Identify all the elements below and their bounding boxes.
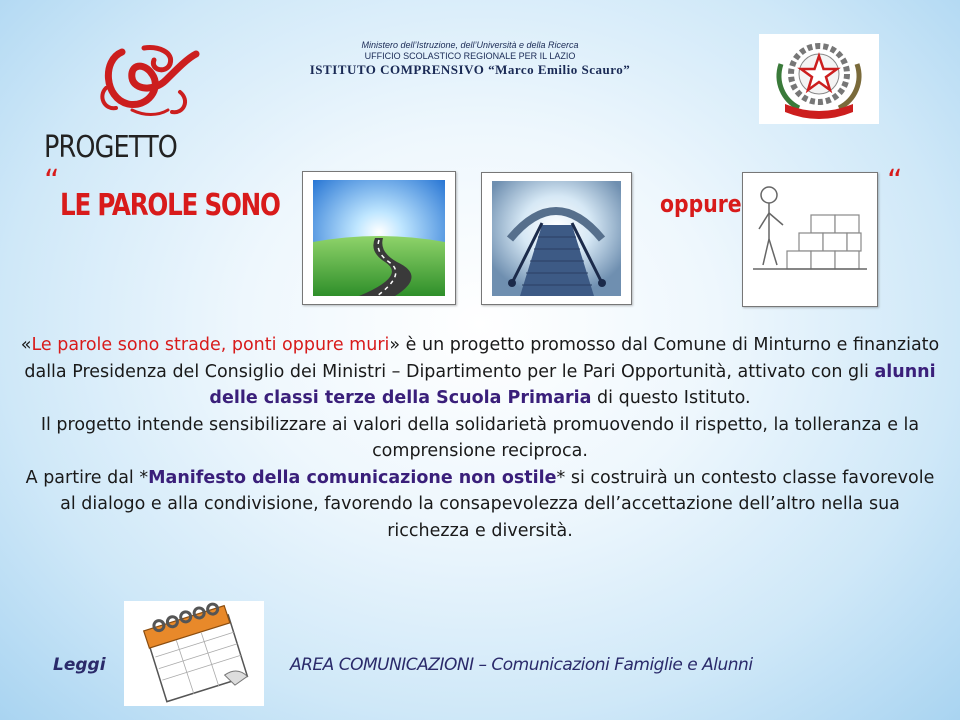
project-description <box>20 332 940 544</box>
manifesto-start: A partire dal * <box>25 467 149 488</box>
intro-text: è un progetto promosso dal Comune di Minturno e finanziato dalla Presidenza del Consiglio dei Ministri – Dipartimento per le Pari Opportunità, attivato con gli <box>24 335 940 382</box>
project-label: PROGETTO <box>44 130 178 165</box>
manifesto-end: * si costruirà un contesto classe favorevole al dialogo e alla condivisione, favorendo la consapevolezza dell’accettazione dell’altro nella sua ricchezza e diversità. <box>60 467 935 541</box>
communications-area-link[interactable]: AREA COMUNICAZIONI – Comunicazioni Famiglie e Alunni <box>290 655 753 675</box>
regional-office: UFFICIO SCOLASTICO REGIONALE PER IL LAZIO <box>364 51 576 61</box>
school-logo <box>92 40 204 120</box>
paragraph-goals: Il progetto intende sensibilizzare ai valori della solidarietà promuovendo il rispetto, la tolleranza e la comprensione reciproca. <box>40 414 920 461</box>
paragraph-intro <box>20 332 940 412</box>
calendar-icon[interactable] <box>124 601 264 706</box>
target-students: alunni delle classi terze della Scuola Primaria <box>209 361 936 408</box>
right-guillemet: » <box>389 335 401 355</box>
school-name: ISTITUTO COMPRENSIVO “Marco Emilio Scauro” <box>309 62 631 77</box>
manifesto-title: Manifesto della comunicazione non ostile <box>148 467 557 488</box>
republic-emblem <box>759 34 879 124</box>
project-quote: Le parole sono strade, ponti oppure muri <box>31 335 390 355</box>
institution-header <box>230 40 710 78</box>
paragraph-manifesto <box>20 465 940 545</box>
oppure-label: oppure <box>660 190 742 218</box>
intro-end: di questo Istituto. <box>591 388 751 408</box>
bridge-image <box>481 172 632 305</box>
left-guillemet: « <box>20 335 32 355</box>
project-title: LE PAROLE SONO <box>60 188 280 223</box>
close-quote: “ <box>887 164 903 199</box>
wall-image <box>742 172 878 307</box>
road-image <box>302 171 456 305</box>
open-quote: “ <box>44 164 60 199</box>
ministry-name: Ministero dell’Istruzione, dell’Università e della Ricerca <box>361 40 579 50</box>
read-link[interactable]: Leggi <box>53 655 106 675</box>
